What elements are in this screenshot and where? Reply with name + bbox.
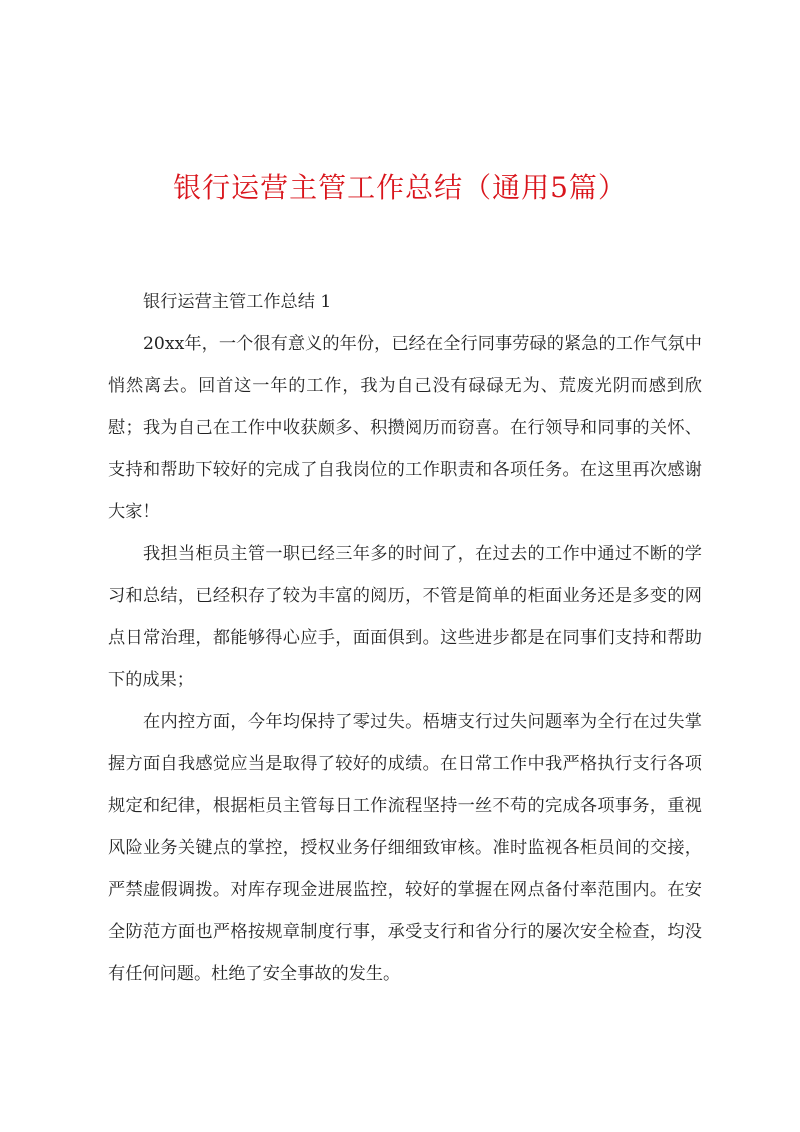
paragraph-1: 20xx年，一个很有意义的年份，已经在全行同事劳碌的紧急的工作气氛中悄然离去。回首这一年的工作，我为自己没有碌碌无为、荒废光阴而感到欣慰；我为自己在工作中收获颇多、积攒阅历而窃喜。在行领导和同事的关怀、支持和帮助下较好的完成了自我岗位的工作职责和各项任务。在这里再次感谢大家！ [108,334,702,522]
section-heading: 银行运营主管工作总结 1 [143,292,332,312]
document-title: 银行运营主管工作总结（通用5篇） [173,171,627,204]
paragraph-2: 我担当柜员主管一职已经三年多的时间了，在过去的工作中通过不断的学习和总结，已经积存了较为丰富的阅历，不管是简单的柜面业务还是多变的网点日常治理，都能够得心应手，面面俱到。这些进步都是在同事们支持和帮助下的成果； [108,544,702,690]
paragraph-3: 在内控方面，今年均保持了零过失。梧塘支行过失问题率为全行在过失掌握方面自我感觉应当是取得了较好的成绩。在日常工作中我严格执行支行各项规定和纪律，根据柜员主管每日工作流程坚持一丝不苟的完成各项事务，重视风险业务关键点的掌控，授权业务仔细细致审核。准时监视各柜员间的交接，严禁虚假调拨。对库存现金进展监控，较好的掌握在网点备付率范围内。在安全防范方面也严格按规章制度行事，承受支行和省分行的屡次安全检查，均没有任何问题。杜绝了安全事故的发生。 [108,712,702,984]
document-body [108,281,702,995]
